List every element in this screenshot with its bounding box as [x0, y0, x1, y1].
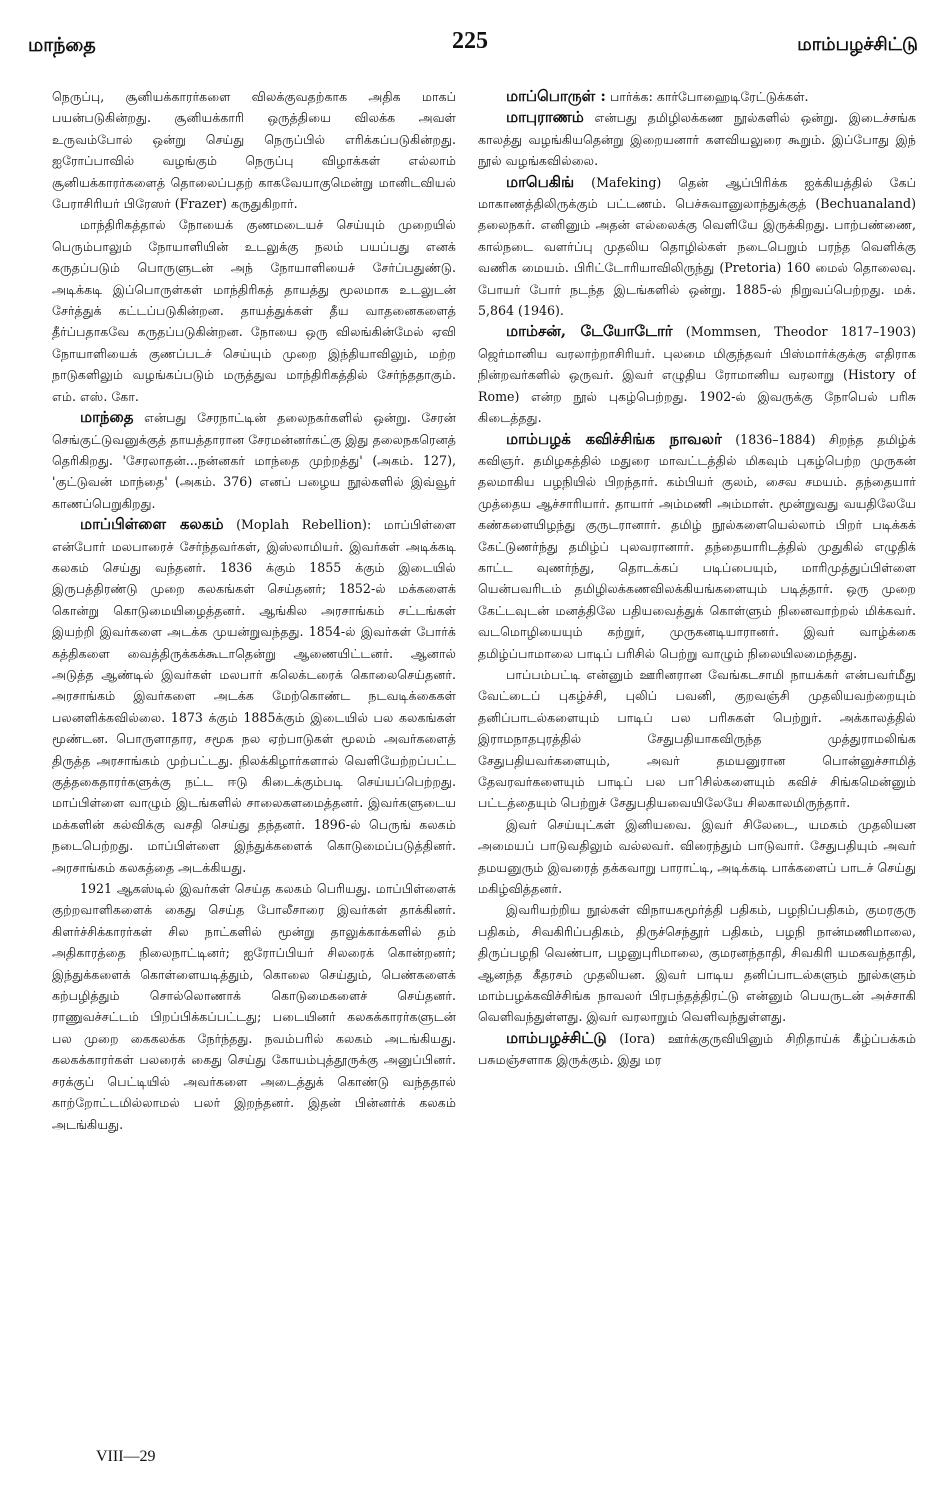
signature-mark: VIII—29 [96, 1448, 156, 1465]
entry-paragraph: இவரியற்றிய நூல்கள் விநாயகமூர்த்தி பதிகம், பழநிப்பதிகம், குமரகுரு பதிகம், சிவகிரிப்பதிகம், திருச்செந்தூர் பதிகம், பழநி நான்மணிமாலை, திருப்பழநி வெண்பா, பழனுபுரிமாலை, குமரனந்தாதி, சிவகிரி யமகவந்தாதி, ஆனந்த கீதரசம் முதலியன. இவர் பாடிய தனிப்பாடல்களும் நூல்களும் மாம்பழக்கவிச்சிங்க நாவலர் பிரபந்தத்திரட்டு என்னும் பெயருடன் அச்சாகி வெளிவந்துள்ளது. இவர் வரலாறும் வெளிவந்துள்ளது. [478, 902, 916, 1025]
entry-paragraph: பாப்பம்பட்டி என்னும் ஊரினரான வேங்கடசாமி நாயக்கர் என்பவர்மீது வேட்டைப் புகழ்ச்சி, புலிப் பவனி, குறவஞ்சி முதலியவற்றையும் தனிப்பாடல்களையும் பாடிப் பல பரிசுகள் பெற்றுர். அக்காலத்தில் இராமநாதபுரத்தில் சேதுபதியாகவிருந்த முத்துராமலிங்க சேதுபதியவர்களையும், அவர் தமயனுரான பொன்னுச்சாமித் தேவரவர்களையும் பாடிப் பல பாிசில்களையும் கவிச் சிங்கமென்னும் பட்டத்தையும் பெற்றுச் சேதுபதியவையிலேயே சிலகாலமிருந்தார். [478, 666, 916, 811]
entry-iora: மாம்பழச்சிட்டு (Iora) ஊர்க்குருவியினும் சிறிதாய்க் கீழ்ப்பக்கம் பசுமஞ்சளாக இருக்கும். இது மர [478, 1028, 916, 1068]
entry-mafeking: மாபெகிங் (Mafeking) தென் ஆப்பிரிக்க ஐக்கியத்தில் கேப் மாகாணத்திலிருக்கும் பட்டணம். பெச்சுவானுலாந்துக்குத் (Bechuanaland) தலைநகர். எனினும் அதன் எல்லைக்கு வெளியே இருக்கிறது. பாற்பண்ணை, கால்நடை வளர்ப்பு முதலிய தொழில்கள் நடைபெறும் பரந்த வெளிக்கு வணிக மையம். பிரிட்டோரியாவிலிருந்து (Pretoria) 160 மைல் தொலைவு. போயர் போர் நடந்த இடங்களில் ஒன்று. 1885-ல் நிறுவப்பெற்றது. மக். 5,864 (1946). [478, 172, 916, 319]
running-head-left: மாந்தை [28, 34, 96, 56]
left-column [52, 86, 456, 1441]
entry-heading: மாம்பழக் கவிச்சிங்க நாவலர் [506, 429, 722, 448]
entry-heading: மாந்தை [80, 408, 134, 427]
entry-heading: மாபுராணம் [506, 108, 584, 127]
entry-heading: மாம்சன், டேயோடோர் [506, 322, 673, 341]
entry-heading: மாப்பிள்ளை கலகம் [80, 515, 224, 534]
entry-mandai: மாந்தை என்பது சேரநாட்டின் தலைநகர்களில் ஒன்று. சேரன் செங்குட்டுவனுக்குத் தாயத்தாரான சேரமன்னர்கட்கு இது தலைநகரெனத் தெரிகிறது. 'சேரலாதன்...நன்னகர் மாந்தை முற்றத்து' (அகம். 127), 'குட்டுவன் மாந்தை' (அகம். 376) எனப் பழைய நூல்களில் இவ்வூர் காணப்பெறுகிறது. [52, 408, 456, 511]
page-number: 225 [452, 28, 488, 54]
entry-mapporul: மாப்பொருள் : பார்க்க: கார்போஹைடிரேட்டுக்கள். [506, 87, 809, 105]
entry-paragraph: நெருப்பு, சூனியக்காரர்களை விலக்குவதற்காக அதிக மாகப் பயன்படுகின்றது. சூனியக்காரி ஒருத்தியை விலக்க அவள் உருவம்போல் ஒன்று செய்து நெருப்பில் எரிக்கப்படுகின்றது. ஐரோப்பாவில் வழங்கும் நெருப்பு விழாக்கள் எல்லாம் சூனியக்காரர்களைத் தொலைப்பதற் காகவேயாகுமென்று மானிடவியல் பேராசிரியர் பிரேஸர் (Frazer) கருதுகிறார். [52, 89, 456, 212]
entry-mampazha-kavichinga: மாம்பழக் கவிச்சிங்க நாவலர் (1836–1884) சிறந்த தமிழ்க் கவிஞர். தமிழகத்தில் மதுரை மாவட்டத்தில் மிகவும் புகழ்பெற்ற முருகன் தலமாகிய பழநியில் பிறந்தார். கம்பியர் குலம், சைவ சமயம். தந்தையார் முத்தைய ஆச்சாரியார். தாயார் அம்மணி அம்மாள். மூன்றுவது வயதிலேயே கண்களையிழந்து குருடரானார். தமிழ் நூல்களையெல்லாம் பிறர் படிக்கக் கேட்டுணர்ந்து தமிழ்ப் புலவரானார். தந்தையாரிடத்தில் முதுகில் எழுதிக் காட்ட வுணர்ந்து, தொடக்கப் படிப்பையும், மாரிமுத்துப்பிள்ளை யென்பவரிடம் தமிழிலக்கணவிலக்கியங்களையும் படித்தார். ஒரு முறை கேட்டவுடன் மனத்திலே பதியவைத்துக் கொள்ளும் நினைவாற்றல் மிக்கவர். வடமொழியையும் கற்றுர், முருகனடியாரானர். இவர் வாழ்க்கை தமிழ்ப்பாமாலை பாடிப் பரிசில் பெற்று வாழும் நிலையிலமைந்தது. [478, 429, 916, 661]
entry-heading: மாப்பொருள் : [506, 87, 606, 105]
entry-heading: மாம்பழச்சிட்டு [506, 1028, 607, 1047]
page-header [0, 0, 940, 80]
entry-mapuranam: மாபுராணம் என்பது தமிழிலக்கண நூல்களில் ஒன்று. இடைச்சங்க காலத்து வழங்கியதென்று இறையனார் களவியலுரை கூறும். இப்போது இந் நூல் வழங்கவில்லை. [478, 108, 916, 169]
entry-mommsen: மாம்சன், டேயோடோர் (Mommsen, Theodor 1817–1903) ஜெர்மானிய வரலாற்றாசிரியர். புலமை மிகுந்தவர் பிஸ்மார்க்குக்கு எதிராக நின்றவர்களில் ஒருவர். இவர் எழுதிய ரோமானிய வரலாறு (History of Rome) என்ற நூல் புகழ்பெற்றது. 1902-ல் இவருக்கு நோபெல் பரிசு கிடைத்தது. [478, 322, 916, 426]
right-column [478, 86, 916, 1441]
entry-paragraph: இவர் செய்யுட்கள் இனியவை. இவர் சிலேடை, யமகம் முதலியன அமையப் பாடுவதிலும் வல்லவர். விரைந்தும் பாடுவார். சேதுபதியும் அவர் தமயனுரும் இவரைத் தக்கவாறு பாராட்டி, அடிக்கடி பாக்களைப் பாடச் செய்து மகிழ்வித்தனர். [478, 816, 916, 897]
entry-paragraph: 1921 ஆகஸ்டில் இவர்கள் செய்த கலகம் பெரியது. மாப்பிள்ளைக் குற்றவாளிகளைக் கைது செய்த போலீசாரை இவர்கள் தாக்கினர். கிளர்ச்சிக்காரர்கள் சில நாட்களில் மூன்று தாலுக்காக்களில் தம் அதிகாரத்தை நிலைநாட்டினர்; ஐரோப்பியர் சிலரைக் கொன்றனர்; இந்துக்களைக் கொள்ளையடித்தும், கொலை செய்தும், பெண்களைக் கற்பழித்தும் சொல்லொணாக் கொடுமைகளைச் செய்தனர். ராணுவச்சட்டம் பிறப்பிக்கப்பட்டது; படையினர் கலகக்காரர்களுடன் பல முறை கைகலக்க நேர்ந்தது. நவம்பரில் கலகம் அடங்கியது. கலகக்காரர்கள் பலரைக் கைது செய்து கோயம்புத்தூருக்கு அனுப்பினர். சரக்குப் பெட்டியில் அவர்களை அடைத்துக் கொண்டு வந்ததால் காற்றோட்டமில்லாமல் பலர் இறந்தனர். இதன் பின்னர்க் கலகம் அடங்கியது. [52, 881, 456, 1132]
entry-paragraph: மாந்திரிகத்தால் நோயைக் குணமடையச் செய்யும் முறையில் பெரும்பாலும் நோயாளியின் உடலுக்கு நலம் பயப்பது எனக் கருதப்படும் பொருளுடன் அந் நோயாளியைச் சேர்ப்பதுண்டு. அடிக்கடி இப்பொருள்கள் மாந்திரிகத் தாயத்து மூலமாக உடலுடன் சேர்த்துக் கட்டப்படுகின்றன. தாயத்துக்கள் தீய வாதனைகளைத் தீர்ப்பதாகவே கருதப்படுகின்றன. நோயை ஒரு விலங்கின்மேல் ஏவி நோயாளியைக் குணப்படச் செய்யும் முறை இந்தியாவிலும், மற்ற நாடுகளிலும் வழங்கப்படும் மருத்துவ மாந்திரிகத்தில் சேர்ந்ததாகும். எம். எஸ். கோ. [52, 217, 456, 404]
entry-heading: மாபெகிங் [506, 172, 575, 191]
running-head-right: மாம்பழச்சிட்டு [797, 34, 918, 55]
entry-moplah-rebellion: மாப்பிள்ளை கலகம் (Moplah Rebellion): மாப்பிள்ளை என்போர் மலபாரைச் சேர்ந்தவர்கள், இஸ்லாமியர். இவர்கள் அடிக்கடி கலகம் செய்து வந்தனர். 1836 க்கும் 1855 க்கும் இடையில் இருபத்திரண்டு முறை கலகங்கள் செய்தனர்; 1852-ல் மக்களைக் கொன்று கொடுமையிழைத்தனர். ஆங்கில அரசாங்கம் சட்டங்கள் இயற்றி இவர்களை அடக்க முயன்றுவந்தது. 1854-ல் இவர்கள் போர்க் கத்திகளை வைத்திருக்கக்கூடாதென்று ஆணையிட்டனர். ஆனால் அடுத்த ஆண்டில் இவர்கள் மலபார் கலெக்டரைக் கொலைசெய்தனர். அரசாங்கம் இவர்களை அடக்க மேற்கொண்ட நடவடிக்கைகள் பலனளிக்கவில்லை. 1873 க்கும் 1885க்கும் இடையில் பல கலகங்கள் மூண்டன. பொருளாதார, சமூக நல ஏற்பாடுகள் மூலம் அவர்களைத் திருத்த அரசாங்கம் முற்பட்டது. நிலக்கிழார்களால் வெளியேற்றப்பட்ட குத்தகைதாரர்களுக்கு நட்ட ஈடு கிடைக்கும்படி செய்யப்பெற்றது. மாப்பிள்ளை வாழும் இடங்களில் சாலைகளமைத்தனர். இவர்களுடைய மக்களின் கல்விக்கு வசதி செய்து தந்தனர். 1896-ல் பெருங் கலகம் நடைபெற்றது. மாப்பிள்ளை இந்துக்களைக் கொடுமைப்படுத்தினர். அரசாங்கம் கலகத்தை அடக்கியது. [52, 515, 456, 875]
